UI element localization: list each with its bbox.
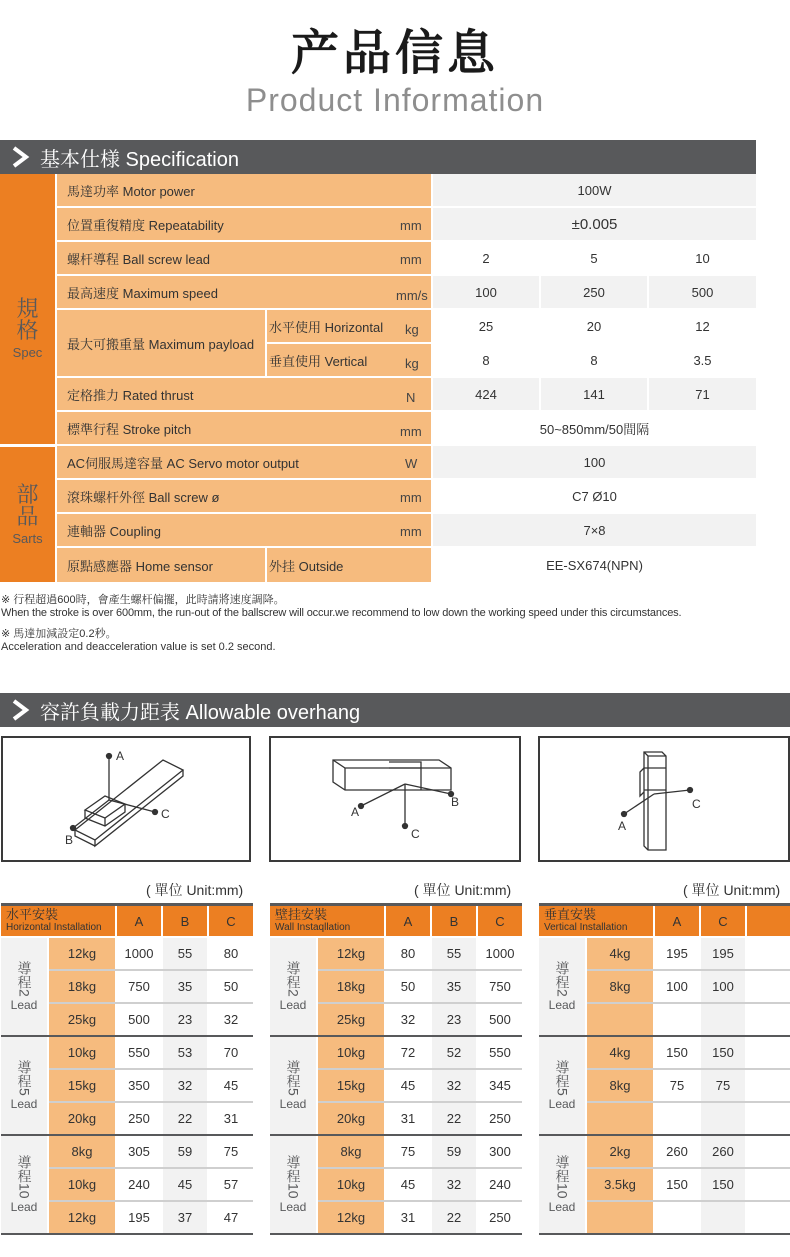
install-type-en: Horizontal Installation [6, 922, 102, 933]
lead-label: 螺杆導程 Ball screw lead [67, 251, 211, 267]
lead-label [1, 1037, 47, 1134]
column-header [747, 906, 790, 936]
payload-v-value: 8 [541, 344, 647, 376]
value-cell: 32 [209, 1004, 253, 1035]
lead-label [1, 1136, 47, 1233]
lead-cn: 導程5 [16, 1059, 33, 1096]
load-cell [587, 1004, 653, 1035]
value-cell: 150 [701, 1169, 745, 1200]
value-cell: 240 [117, 1169, 161, 1200]
value-cell: 72 [386, 1037, 430, 1068]
value-cell: 300 [478, 1136, 522, 1167]
repeatability-unit: mm [400, 218, 422, 233]
value-cell: 350 [117, 1070, 161, 1101]
value-cell: 22 [432, 1202, 476, 1233]
value-cell [701, 1103, 745, 1134]
value-cell: 32 [432, 1169, 476, 1200]
label-a: A [351, 805, 360, 819]
payload-h-value: 12 [649, 310, 756, 342]
lead-cn: 導程10 [285, 1154, 302, 1199]
value-cell: 50 [386, 971, 430, 1002]
load-cell: 12kg [318, 938, 384, 969]
vertical-install-diagram [538, 736, 790, 862]
column-header: C [209, 906, 253, 936]
value-cell: 55 [163, 938, 207, 969]
lead-en: Lead [10, 1097, 38, 1112]
value-cell: 22 [432, 1103, 476, 1134]
value-cell: 31 [386, 1103, 430, 1134]
max-speed-value: 500 [691, 284, 714, 300]
value-cell: 75 [209, 1136, 253, 1167]
column-header: B [163, 906, 207, 936]
payload-h-value: 25 [433, 310, 539, 342]
lead-en: Lead [279, 998, 307, 1013]
load-cell [587, 1103, 653, 1134]
value-cell [747, 1202, 790, 1233]
value-cell: 55 [432, 938, 476, 969]
value-cell: 31 [386, 1202, 430, 1233]
column-header: A [117, 906, 161, 936]
max-speed-unit: mm/s [396, 288, 428, 303]
lead-en: Lead [279, 1097, 307, 1112]
parts-group-label: 部 品 Sarts [12, 481, 43, 546]
value-cell: 1000 [117, 938, 161, 969]
load-cell: 4kg [587, 938, 653, 969]
lead-en: Lead [10, 1200, 38, 1215]
value-cell: 305 [117, 1136, 161, 1167]
load-cell: 25kg [49, 1004, 115, 1035]
lead-en: Lead [548, 1097, 576, 1112]
load-cell: 15kg [318, 1070, 384, 1101]
screw-dia-label: 滾珠螺杆外徑 Ball screw ø [67, 489, 220, 505]
value-cell: 53 [163, 1037, 207, 1068]
value-cell: 100 [655, 971, 699, 1002]
screw-dia-unit: mm [400, 490, 422, 505]
value-cell: 52 [432, 1037, 476, 1068]
load-cell: 10kg [318, 1169, 384, 1200]
value-cell [747, 1037, 790, 1068]
load-cell: 12kg [49, 938, 115, 969]
value-cell: 195 [655, 938, 699, 969]
lead-value: 2 [433, 242, 539, 274]
lead-en: Lead [548, 998, 576, 1013]
value-cell: 47 [209, 1202, 253, 1233]
value-cell [747, 938, 790, 969]
motor-power-label: 馬達功率 Motor power [67, 183, 195, 199]
label-c: C [161, 807, 170, 821]
load-cell [587, 1202, 653, 1233]
column-header: C [478, 906, 522, 936]
value-cell: 260 [701, 1136, 745, 1167]
install-type-cn: 水平安裝 [6, 907, 59, 922]
value-cell: 195 [701, 938, 745, 969]
value-cell [701, 1004, 745, 1035]
value-cell: 75 [655, 1070, 699, 1101]
value-cell: 32 [432, 1070, 476, 1101]
lead-cn: 導程5 [285, 1059, 302, 1096]
spec-group-label: 規 格 Spec [12, 296, 43, 360]
spec-section-title: 基本仕様 Specification [40, 148, 239, 171]
payload-v-value: 3.5 [649, 344, 756, 376]
payload-label: 最大可搬重量 Maximum payload [67, 336, 255, 352]
value-cell: 550 [478, 1037, 522, 1068]
install-type-cn: 垂直安裝 [544, 907, 597, 922]
home-sensor-label: 原點感應器 Home sensor [67, 558, 213, 574]
label-a: A [618, 819, 627, 833]
install-type-cn: 壁挂安裝 [275, 907, 328, 922]
coupling-label: 連軸器 Coupling [67, 523, 161, 539]
value-cell: 550 [117, 1037, 161, 1068]
load-cell: 2kg [587, 1136, 653, 1167]
value-cell [747, 971, 790, 1002]
spec-table [0, 174, 756, 582]
motor-power-value: 100W [577, 182, 612, 198]
value-cell: 250 [478, 1202, 522, 1233]
label-b: B [451, 795, 460, 809]
column-header: A [386, 906, 430, 936]
value-cell: 80 [386, 938, 430, 969]
load-cell: 18kg [318, 971, 384, 1002]
lead-cn: 導程2 [285, 960, 302, 997]
value-cell: 23 [432, 1004, 476, 1035]
value-cell: 45 [209, 1070, 253, 1101]
label-c: C [411, 827, 420, 841]
load-cell: 12kg [318, 1202, 384, 1233]
max-speed-value: 100 [475, 284, 497, 300]
unit-title: ( 單位 Unit:mm) [683, 882, 781, 898]
load-cell: 4kg [587, 1037, 653, 1068]
thrust-value: 71 [695, 386, 710, 402]
value-cell: 35 [432, 971, 476, 1002]
label-c: C [692, 797, 701, 811]
note: ※ 馬達加減設定0.2秒。 Acceleration and deacceleration value is set 0.2 second. [1, 628, 276, 653]
lead-en: Lead [548, 1200, 576, 1215]
unit-title: ( 單位 Unit:mm) [414, 882, 512, 898]
value-cell: 500 [117, 1004, 161, 1035]
lead-label [270, 938, 316, 1035]
value-cell: 150 [655, 1037, 699, 1068]
lead-cn: 導程2 [554, 960, 571, 997]
chevron-right-icon [0, 699, 40, 721]
load-cell: 25kg [318, 1004, 384, 1035]
column-header: A [655, 906, 699, 936]
value-cell: 240 [478, 1169, 522, 1200]
thrust-unit: N [406, 390, 416, 405]
page-title: 产品信息 [290, 25, 499, 81]
value-cell: 23 [163, 1004, 207, 1035]
value-cell: 750 [478, 971, 522, 1002]
load-cell: 8kg [587, 1070, 653, 1101]
thrust-value: 141 [583, 386, 605, 402]
coupling-unit: mm [400, 524, 422, 539]
load-cell: 20kg [318, 1103, 384, 1134]
payload-vertical-label: 垂直使用 Vertical [269, 353, 368, 369]
overhang-table [539, 903, 790, 1233]
lead-cn: 導程10 [554, 1154, 571, 1199]
value-cell [655, 1004, 699, 1035]
value-cell: 70 [209, 1037, 253, 1068]
lead-value: 10 [649, 242, 756, 274]
value-cell: 45 [386, 1169, 430, 1200]
value-cell: 45 [163, 1169, 207, 1200]
value-cell: 345 [478, 1070, 522, 1101]
lead-cn: 導程10 [16, 1154, 33, 1199]
value-cell: 75 [386, 1136, 430, 1167]
value-cell: 22 [163, 1103, 207, 1134]
overhang-section-title: 容許負載力距表 Allowable overhang [40, 701, 361, 724]
lead-value: 5 [541, 242, 647, 274]
load-cell: 10kg [49, 1037, 115, 1068]
value-cell [747, 1103, 790, 1134]
load-cell: 10kg [49, 1169, 115, 1200]
value-cell: 150 [655, 1169, 699, 1200]
value-cell [747, 1004, 790, 1035]
value-cell: 75 [701, 1070, 745, 1101]
payload-vertical-unit: kg [405, 356, 419, 371]
load-cell: 10kg [318, 1037, 384, 1068]
load-cell: 18kg [49, 971, 115, 1002]
value-cell: 45 [386, 1070, 430, 1101]
load-cell: 20kg [49, 1103, 115, 1134]
lead-label [1, 938, 47, 1035]
stroke-unit: mm [400, 424, 422, 439]
stroke-value: 50~850mm/50間隔 [433, 412, 756, 444]
max-speed-value: 250 [583, 284, 605, 300]
chevron-right-icon [0, 146, 40, 168]
value-cell: 59 [432, 1136, 476, 1167]
value-cell: 37 [163, 1202, 207, 1233]
value-cell: 500 [478, 1004, 522, 1035]
servo-label: AC伺服馬達容量 AC Servo motor output [67, 455, 299, 471]
label-a: A [116, 749, 125, 763]
repeatability-label: 位置重復精度 Repeatability [67, 217, 224, 233]
value-cell: 32 [163, 1070, 207, 1101]
value-cell: 80 [209, 938, 253, 969]
value-cell: 32 [386, 1004, 430, 1035]
stroke-label: 標準行程 Stroke pitch [67, 421, 192, 437]
load-cell: 8kg [49, 1136, 115, 1167]
value-cell [655, 1103, 699, 1134]
lead-cn: 導程2 [16, 960, 33, 997]
lead-en: Lead [10, 998, 38, 1013]
overhang-section-header [0, 693, 790, 727]
value-cell: 59 [163, 1136, 207, 1167]
lead-label [539, 1136, 585, 1233]
value-cell: 195 [117, 1202, 161, 1233]
value-cell [747, 1070, 790, 1101]
thrust-label: 定格推力 Rated thrust [67, 387, 194, 403]
column-header: B [432, 906, 476, 936]
load-cell: 8kg [318, 1136, 384, 1167]
value-cell: 57 [209, 1169, 253, 1200]
value-cell: 750 [117, 971, 161, 1002]
servo-unit: W [405, 456, 418, 471]
page-subtitle: Product Information [245, 82, 545, 118]
lead-label [539, 1037, 585, 1134]
lead-label [270, 1037, 316, 1134]
table-header-install [539, 906, 653, 936]
overhang-table [1, 903, 253, 1233]
value-cell [747, 1169, 790, 1200]
value-cell: 1000 [478, 938, 522, 969]
payload-horizontal-label: 水平使用 Horizontal [269, 319, 384, 335]
home-sensor-value: EE-SX674(NPN) [433, 548, 756, 582]
value-cell: 31 [209, 1103, 253, 1134]
value-cell: 250 [117, 1103, 161, 1134]
load-cell: 12kg [49, 1202, 115, 1233]
load-cell: 8kg [587, 971, 653, 1002]
value-cell: 35 [163, 971, 207, 1002]
value-cell [701, 1202, 745, 1233]
value-cell [747, 1136, 790, 1167]
servo-value: 100 [583, 454, 606, 470]
max-speed-label: 最高速度 Maximum speed [67, 285, 218, 301]
repeatability-value: ±0.005 [571, 215, 618, 233]
value-cell: 100 [701, 971, 745, 1002]
coupling-value: 7×8 [583, 522, 606, 538]
value-cell: 260 [655, 1136, 699, 1167]
install-type-en: Wall Instaqllation [275, 922, 351, 933]
value-cell: 250 [478, 1103, 522, 1134]
payload-h-value: 20 [541, 310, 647, 342]
unit-title: ( 單位 Unit:mm) [146, 882, 244, 898]
lead-en: Lead [279, 1200, 307, 1215]
horizontal-install-diagram [1, 736, 251, 862]
spec-section-header [0, 140, 756, 174]
overhang-table [270, 903, 522, 1233]
home-sensor-sub: 外挂 Outside [269, 558, 344, 574]
payload-horizontal-unit: kg [405, 322, 419, 337]
table-header-install [1, 906, 115, 936]
table-header-install [270, 906, 384, 936]
lead-cn: 導程5 [554, 1059, 571, 1096]
label-b: B [65, 833, 74, 847]
column-header: C [701, 906, 745, 936]
load-cell: 15kg [49, 1070, 115, 1101]
payload-v-value: 8 [433, 344, 539, 376]
wall-install-diagram [269, 736, 521, 862]
value-cell: 50 [209, 971, 253, 1002]
lead-label [270, 1136, 316, 1233]
thrust-value: 424 [475, 386, 497, 402]
load-cell: 3.5kg [587, 1169, 653, 1200]
screw-dia-value: C7 Ø10 [433, 480, 756, 512]
lead-unit: mm [400, 252, 422, 267]
value-cell: 150 [701, 1037, 745, 1068]
note: ※ 行程超過600時，會產生螺杆偏擺，此時請將速度調降。 When the stroke is over 600mm, the run-out of the ballscrew will occur.we recommend to low down the working speed under this circumstances. [1, 594, 682, 619]
lead-label [539, 938, 585, 1035]
install-type-en: Vertical Installation [544, 922, 628, 933]
value-cell [655, 1202, 699, 1233]
